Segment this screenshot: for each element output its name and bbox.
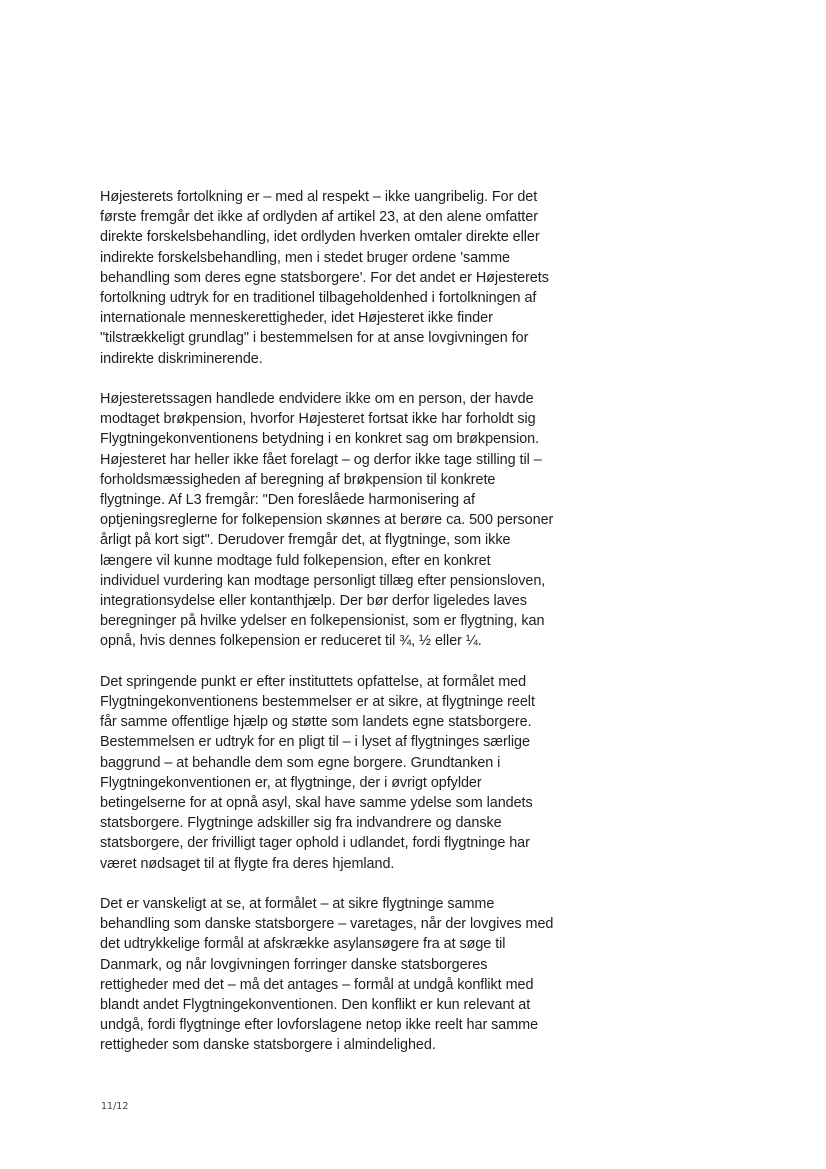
paragraph (100, 389, 600, 652)
text-line: forholdsmæssigheden af beregning af brøkpension til konkrete (100, 471, 496, 488)
text-line: Bestemmelsen er udtryk for en pligt til – i lyset af flygtninges særlige (100, 734, 530, 751)
text-line: længere vil kunne modtage fuld folkepension, efter en konkret (100, 552, 491, 569)
text-line: Flygtningekonventionen er, at flygtninge, der i øvrigt opfylder (100, 774, 482, 791)
text-line: det udtrykkelige formål at afskrække asylansøgere fra at søge til (100, 936, 506, 953)
text-line: baggrund – at behandle dem som egne borgere. Grundtanken i (100, 754, 501, 771)
text-line: Danmark, og når lovgivningen forringer danske statsborgeres (100, 956, 488, 973)
text-line: rettigheder som danske statsborgere i almindelighed. (100, 1037, 436, 1054)
text-line: statsborgere. Flygtninge adskiller sig fra indvandrere og danske (100, 815, 502, 832)
text-line: betingelserne for at opnå asyl, skal have samme ydelse som landets (100, 795, 533, 812)
text-line: direkte forskelsbehandling, idet ordlyden hverken omtaler direkte eller (100, 229, 540, 246)
text-line: årligt på kort sigt". Derudover fremgår det, at flygtninge, som ikke (100, 532, 511, 549)
text-line: flygtninge. Af L3 fremgår: "Den foreslåede harmonisering af (100, 492, 475, 509)
text-line: undgå, fordi flygtninge efter lovforslagene netop ikke reelt har samme (100, 1017, 539, 1034)
text-line: første fremgår det ikke af ordlyden af artikel 23, at den alene omfatter (100, 209, 538, 226)
body-text (100, 187, 600, 1076)
paragraph (100, 187, 600, 369)
text-line: får samme offentlige hjælp og støtte som landets egne statsborgere. (100, 714, 532, 731)
text-line: Højesteretssagen handlede endvidere ikke om en person, der havde (100, 391, 534, 408)
text-line: blandt andet Flygtningekonventionen. Den konflikt er kun relevant at (100, 997, 531, 1014)
text-line: individuel vurdering kan modtage personligt tillæg efter pensionsloven, (100, 572, 546, 589)
text-line: behandling som deres egne statsborgere'. For det andet er Højesterets (100, 269, 549, 286)
text-line: indirekte forskelsbehandling, men i stedet bruger ordene 'samme (100, 249, 510, 266)
page-number: 11/12 (101, 1101, 129, 1112)
text-line: integrationsydelse eller kontanthjælp. Der bør derfor ligeledes laves (100, 593, 527, 610)
paragraph (100, 894, 600, 1056)
text-line: Flygtningekonventionens bestemmelser er at sikre, at flygtninge reelt (100, 694, 535, 711)
text-line: beregninger på hvilke ydelser en folkepensionist, som er flygtning, kan (100, 613, 545, 630)
text-line: fortolkning udtryk for en traditionel tilbageholdenhed i fortolkningen af (100, 290, 537, 307)
text-line: modtaget brøkpension, hvorfor Højesteret fortsat ikke har forholdt sig (100, 411, 536, 428)
text-line: Det er vanskeligt at se, at formålet – at sikre flygtninge samme (100, 896, 495, 913)
text-line: optjeningsreglerne for folkepension skønnes at berøre ca. 500 personer (100, 512, 554, 529)
text-line: Det springende punkt er efter instituttets opfattelse, at formålet med (100, 673, 527, 690)
text-line: indirekte diskriminerende. (100, 350, 263, 367)
text-line: internationale menneskerettigheder, idet Højesteret ikke finder (100, 310, 493, 327)
text-line: behandling som danske statsborgere – varetages, når der lovgives med (100, 916, 554, 933)
text-line: statsborgere, der frivilligt tager ophold i udlandet, fordi flygtninge har (100, 835, 530, 852)
text-line: Flygtningekonventionens betydning i en konkret sag om brøkpension. (100, 431, 540, 448)
paragraph (100, 672, 600, 874)
text-line: Højesteret har heller ikke fået forelagt – og derfor ikke tage stilling til – (100, 451, 542, 468)
text-line: "tilstrækkeligt grundlag" i bestemmelsen for at anse lovgivningen for (100, 330, 529, 347)
text-line: opnå, hvis dennes folkepension er reduceret til ¾, ½ eller ¼. (100, 633, 482, 650)
text-line: Højesterets fortolkning er – med al respekt – ikke uangribelig. For det (100, 189, 538, 205)
text-line: rettigheder med det – må det antages – formål at undgå konflikt med (100, 976, 534, 993)
text-line: været nødsaget til at flygte fra deres hjemland. (100, 855, 395, 872)
